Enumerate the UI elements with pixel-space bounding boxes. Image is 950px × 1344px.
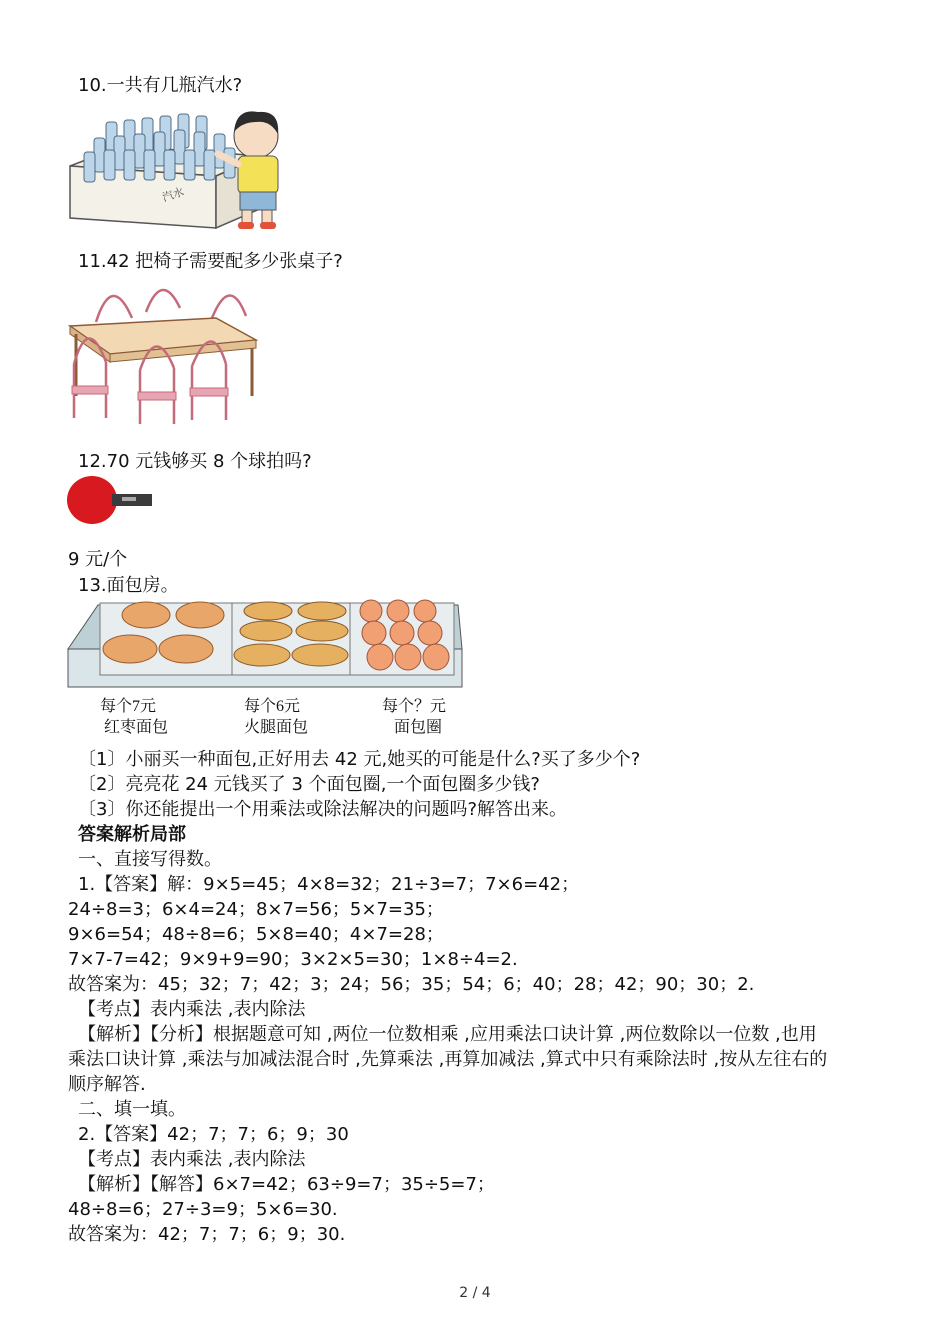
crate-label: 汽水 <box>161 186 186 205</box>
question-12: 12.70 元钱够买 8 个球拍吗? <box>78 451 312 472</box>
question-10: 10.一共有几瓶汽水? <box>78 75 243 96</box>
answer-2-line-3: 48÷8=6；27÷3=9；5×6=30. <box>68 1199 338 1220</box>
answer-1-analysis-1: 【解析】【分析】根据题意可知 ,两位一位数相乘 ,应用乘法口诀计算 ,两位数除以一位数 ,也用 <box>78 1024 817 1045</box>
section-2-title: 二、填一填。 <box>78 1099 186 1120</box>
bread-label-price-0: 每个7元 <box>100 698 157 715</box>
answer-1-line-3: 9×6=54；48÷8=6；5×8=40；4×7=28； <box>68 924 444 945</box>
question-13-sub-2: 〔2〕亮亮花 24 元钱买了 3 个面包圈,一个面包圈多少钱? <box>78 774 540 795</box>
answer-1-line-2: 24÷8=3；6×4=24；8×7=56；5×7=35； <box>68 899 444 920</box>
question-11: 11.42 把椅子需要配多少张桌子? <box>78 251 343 272</box>
answer-2-line-4: 故答案为：42；7；7；6；9；30. <box>68 1224 346 1245</box>
question-13-sub-3: 〔3〕你还能提出一个用乘法或除法解决的问题吗?解答出来。 <box>78 799 568 820</box>
answer-2-line-2: 【解析】【解答】6×7=42；63÷9=7；35÷5=7； <box>78 1174 495 1195</box>
question-13: 13.面包房。 <box>78 575 179 596</box>
paddle-price: 9 元/个 <box>68 549 128 570</box>
paddle-illustration <box>66 474 156 526</box>
answers-heading: 答案解析局部 <box>78 824 186 845</box>
paddle-head <box>67 476 117 524</box>
answer-1-line-5: 故答案为：45；32；7；42；3；24；56；35；54；6；40；28；42；90；30；2. <box>68 974 755 995</box>
soda-bottles-illustration <box>66 106 296 232</box>
bread-label-price-1: 每个6元 <box>244 698 301 715</box>
section-1-title: 一、直接写得数。 <box>78 849 222 870</box>
bread-label-name-1: 火腿面包 <box>244 719 309 736</box>
bread-label-price-2: 每个？元 <box>382 698 447 715</box>
answer-2-line-1: 2.【答案】42；7；7；6；9；30 <box>78 1124 349 1145</box>
answer-1-line-4: 7×7-7=42；9×9+9=90；3×2×5=30；1×8÷4=2. <box>68 949 518 970</box>
question-13-sub-1: 〔1〕小丽买一种面包,正好用去 42 元,她买的可能是什么?买了多少个? <box>78 749 641 770</box>
answer-1-line-1: 1.【答案】解：9×5=45；4×8=32；21÷3=7；7×6=42； <box>78 874 580 895</box>
page-number: 2 / 4 <box>459 1285 491 1301</box>
answer-1-analysis-2: 乘法口诀计算 ,乘法与加减法混合时 ,先算乘法 ,再算加减法 ,算式中只有乘除法时 ,按从左往右的 <box>68 1049 828 1070</box>
bread-label-name-2: 面包圈 <box>394 719 443 736</box>
answer-1-analysis-3: 顺序解答. <box>68 1074 146 1095</box>
answer-2-point: 【考点】表内乘法 ,表内除法 <box>78 1149 306 1170</box>
bakery-tray-illustration <box>66 597 464 693</box>
bread-label-name-0: 红枣面包 <box>104 719 169 736</box>
table-chairs-illustration <box>66 278 262 428</box>
answer-1-point: 【考点】表内乘法 ,表内除法 <box>78 999 306 1020</box>
